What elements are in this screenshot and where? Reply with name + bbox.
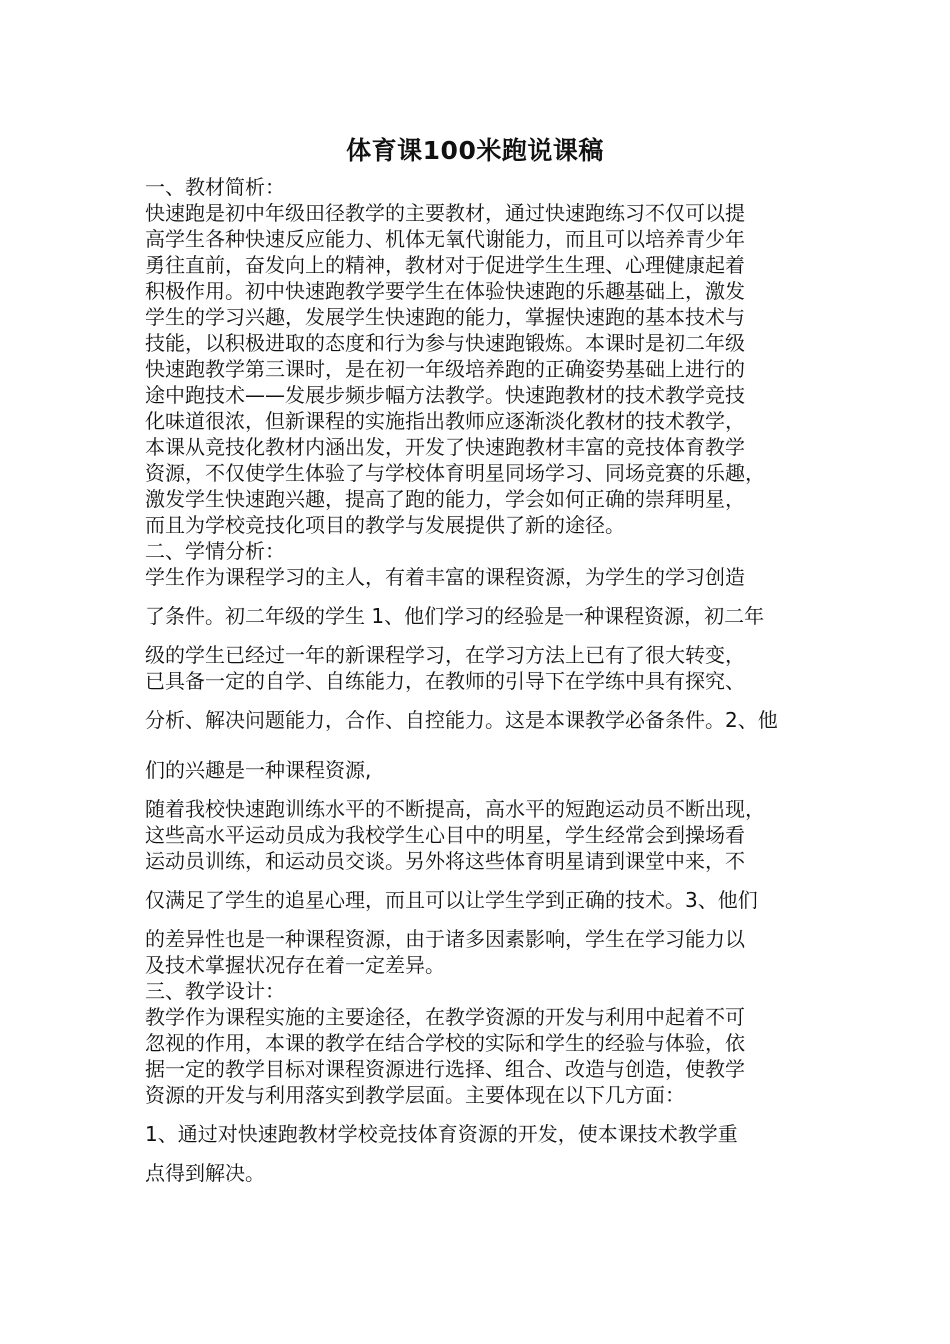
paragraph-line: 而且为学校竞技化项目的教学与发展提供了新的途径。: [145, 513, 625, 537]
paragraph-line: 随着我校快速跑训练水平的不断提高，高水平的短跑运动员不断出现，: [145, 797, 765, 821]
paragraph-line: 了条件。初二年级的学生 1、他们学习的经验是一种课程资源，初二年: [145, 604, 765, 628]
paragraph-line: 快速跑是初中年级田径教学的主要教材，通过快速跑练习不仅可以提: [145, 201, 745, 225]
paragraph-line: 积极作用。初中快速跑教学要学生在体验快速跑的乐趣基础上，激发: [145, 279, 745, 303]
paragraph-line: 学生的学习兴趣，发展学生快速跑的能力，掌握快速跑的基本技术与: [145, 305, 745, 329]
paragraph-line: 教学作为课程实施的主要途径，在教学资源的开发与利用中起着不可: [145, 1005, 745, 1029]
paragraph-line: 级的学生已经过一年的新课程学习，在学习方法上已有了很大转变，: [145, 643, 745, 667]
paragraph-line: 运动员训练，和运动员交谈。另外将这些体育明星请到课堂中来，不: [145, 849, 745, 873]
paragraph-line: 快速跑教学第三课时，是在初一年级培养跑的正确姿势基础上进行的: [145, 357, 745, 381]
paragraph-line: 技能，以积极进取的态度和行为参与快速跑锻炼。本课时是初二年级: [145, 331, 745, 355]
paragraph-line: 激发学生快速跑兴趣，提高了跑的能力，学会如何正确的崇拜明星，: [145, 487, 745, 511]
paragraph-line: 们的兴趣是一种课程资源,: [145, 758, 372, 782]
document-title: 体育课100米跑说课稿: [346, 136, 604, 165]
paragraph-line: 化味道很浓，但新课程的实施指出教师应逐渐淡化教材的技术教学，: [145, 409, 745, 433]
section-heading-students: 二、学情分析：: [145, 539, 285, 563]
section-heading-design: 三、教学设计：: [145, 979, 285, 1003]
paragraph-line: 1、通过对快速跑教材学校竞技体育资源的开发，使本课技术教学重: [145, 1122, 738, 1146]
paragraph-line: 资源的开发与利用落实到教学层面。主要体现在以下几方面：: [145, 1083, 685, 1107]
paragraph-line: 资源，不仅使学生体验了与学校体育明星同场学习、同场竞赛的乐趣，: [145, 461, 765, 485]
section-heading-textbook: 一、教材简析：: [145, 175, 285, 199]
paragraph-line: 及技术掌握状况存在着一定差异。: [145, 953, 445, 977]
paragraph-line: 的差异性也是一种课程资源，由于诸多因素影响，学生在学习能力以: [145, 927, 745, 951]
paragraph-line: 高学生各种快速反应能力、机体无氧代谢能力，而且可以培养青少年: [145, 227, 745, 251]
paragraph-line: 已具备一定的自学、自练能力，在教师的引导下在学练中具有探究、: [145, 669, 745, 693]
paragraph-line: 分析、解决问题能力，合作、自控能力。这是本课教学必备条件。2、他: [145, 708, 778, 732]
paragraph-line: 勇往直前，奋发向上的精神，教材对于促进学生生理、心理健康起着: [145, 253, 745, 277]
paragraph-line: 学生作为课程学习的主人，有着丰富的课程资源，为学生的学习创造: [145, 565, 745, 589]
paragraph-line: 途中跑技术——发展步频步幅方法教学。快速跑教材的技术教学竞技: [145, 383, 745, 407]
paragraph-line: 这些高水平运动员成为我校学生心目中的明星，学生经常会到操场看: [145, 823, 745, 847]
paragraph-line: 据一定的教学目标对课程资源进行选择、组合、改造与创造，使教学: [145, 1057, 745, 1081]
paragraph-line: 忽视的作用，本课的教学在结合学校的实际和学生的经验与体验，依: [145, 1031, 745, 1055]
paragraph-line: 本课从竞技化教材内涵出发，开发了快速跑教材丰富的竞技体育教学: [145, 435, 745, 459]
paragraph-line: 点得到解决。: [145, 1161, 265, 1185]
paragraph-line: 仅满足了学生的追星心理，而且可以让学生学到正确的技术。3、他们: [145, 888, 758, 912]
